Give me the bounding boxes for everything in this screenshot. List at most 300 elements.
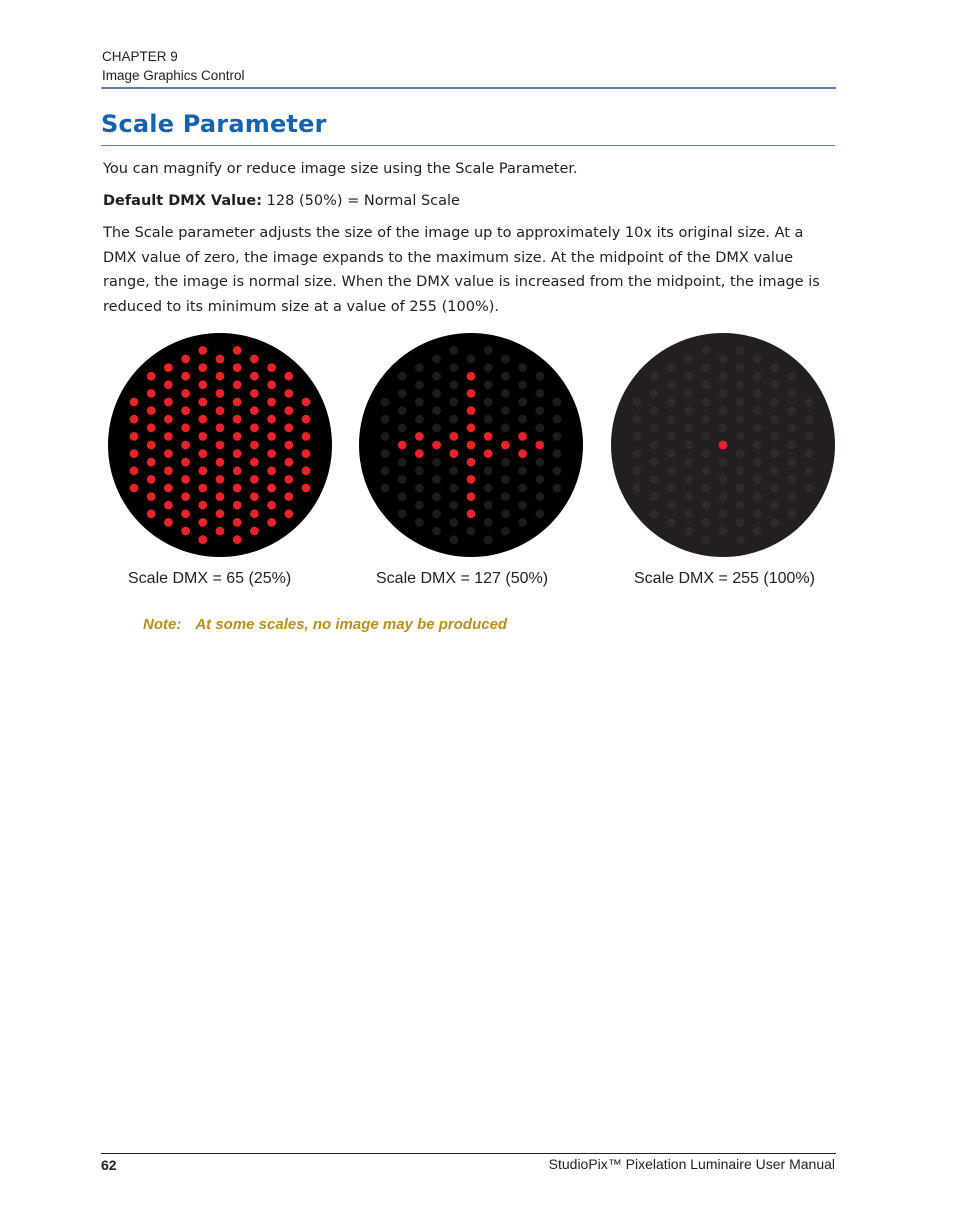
led-off <box>501 458 510 467</box>
led-off <box>518 363 527 372</box>
led-off <box>553 415 562 424</box>
led-off <box>736 484 745 493</box>
led-off <box>684 492 693 501</box>
led-on <box>181 492 190 501</box>
led-on <box>181 423 190 432</box>
led-off <box>501 527 510 536</box>
led-off <box>501 389 510 398</box>
led-on <box>147 423 156 432</box>
led-on <box>467 492 476 501</box>
led-off <box>805 432 814 441</box>
led-off <box>535 406 544 415</box>
led-off <box>787 423 796 432</box>
led-off <box>415 398 424 407</box>
led-on <box>284 441 293 450</box>
led-off <box>501 509 510 518</box>
led-off <box>553 432 562 441</box>
led-on <box>181 527 190 536</box>
led-on <box>181 372 190 381</box>
led-off <box>701 415 710 424</box>
led-off <box>701 449 710 458</box>
led-off <box>553 466 562 475</box>
led-on <box>233 398 242 407</box>
led-on <box>250 441 259 450</box>
caption-scale-50: Scale DMX = 127 (50%) <box>376 570 549 587</box>
led-off <box>719 509 728 518</box>
led-off <box>736 449 745 458</box>
led-on <box>233 415 242 424</box>
led-on <box>147 406 156 415</box>
title-divider <box>101 145 835 146</box>
led-off <box>535 492 544 501</box>
led-off <box>701 466 710 475</box>
led-on <box>302 415 311 424</box>
led-on <box>147 441 156 450</box>
led-on <box>216 372 225 381</box>
led-off <box>415 380 424 389</box>
led-on <box>147 475 156 484</box>
led-on <box>284 406 293 415</box>
led-on <box>181 389 190 398</box>
led-on <box>284 492 293 501</box>
led-off <box>770 449 779 458</box>
led-off <box>805 484 814 493</box>
led-on <box>467 509 476 518</box>
led-on <box>284 423 293 432</box>
led-off <box>381 449 390 458</box>
led-on <box>233 501 242 510</box>
led-off <box>719 527 728 536</box>
led-on <box>198 535 207 544</box>
led-off <box>736 346 745 355</box>
led-off <box>753 441 762 450</box>
led-on <box>267 518 276 527</box>
scale-100-image <box>608 330 838 560</box>
led-off <box>753 492 762 501</box>
default-label: Default DMX Value: <box>103 193 263 209</box>
led-on <box>233 432 242 441</box>
led-on <box>198 415 207 424</box>
led-off <box>484 415 493 424</box>
note-label: Note: <box>143 616 182 633</box>
led-off <box>449 535 458 544</box>
led-off <box>415 484 424 493</box>
led-on <box>181 441 190 450</box>
led-off <box>633 398 642 407</box>
led-on <box>302 484 311 493</box>
led-on <box>501 441 510 450</box>
led-off <box>701 432 710 441</box>
led-off <box>719 372 728 381</box>
led-on <box>216 458 225 467</box>
caption-scale-25: Scale DMX = 65 (25%) <box>128 570 292 587</box>
led-on <box>284 389 293 398</box>
led-on <box>164 466 173 475</box>
led-off <box>484 501 493 510</box>
led-on <box>449 449 458 458</box>
led-on <box>233 466 242 475</box>
led-off <box>484 518 493 527</box>
led-on <box>267 449 276 458</box>
note <box>143 616 507 633</box>
led-off <box>398 458 407 467</box>
led-on <box>250 509 259 518</box>
led-off <box>518 398 527 407</box>
led-on <box>467 372 476 381</box>
led-off <box>719 423 728 432</box>
led-off <box>553 398 562 407</box>
footer-divider <box>101 1153 836 1154</box>
led-off <box>449 346 458 355</box>
led-off <box>805 449 814 458</box>
led-off <box>449 518 458 527</box>
led-on <box>284 509 293 518</box>
led-on <box>267 380 276 389</box>
led-off <box>633 432 642 441</box>
led-on <box>484 449 493 458</box>
led-off <box>449 398 458 407</box>
led-off <box>719 389 728 398</box>
led-off <box>432 458 441 467</box>
led-off <box>398 423 407 432</box>
led-on <box>302 466 311 475</box>
led-off <box>719 406 728 415</box>
led-on <box>147 372 156 381</box>
led-off <box>650 441 659 450</box>
led-on <box>130 398 139 407</box>
led-on <box>164 415 173 424</box>
led-off <box>701 398 710 407</box>
led-on <box>267 363 276 372</box>
led-on <box>302 398 311 407</box>
led-on <box>233 380 242 389</box>
led-off <box>415 363 424 372</box>
chapter-title: Image Graphics Control <box>102 68 245 83</box>
led-on <box>302 449 311 458</box>
led-off <box>501 355 510 364</box>
led-on <box>216 509 225 518</box>
led-on <box>164 398 173 407</box>
led-off <box>736 518 745 527</box>
led-off <box>553 449 562 458</box>
led-off <box>381 398 390 407</box>
led-on <box>181 509 190 518</box>
led-off <box>518 484 527 493</box>
led-off <box>535 475 544 484</box>
led-off <box>736 535 745 544</box>
led-on <box>216 527 225 536</box>
led-off <box>381 415 390 424</box>
led-on <box>147 458 156 467</box>
led-off <box>719 475 728 484</box>
led-on <box>233 518 242 527</box>
led-on <box>267 466 276 475</box>
led-off <box>667 398 676 407</box>
led-off <box>770 518 779 527</box>
led-off <box>518 466 527 475</box>
led-on <box>198 363 207 372</box>
led-off <box>650 492 659 501</box>
default-value-line <box>103 189 835 214</box>
led-off <box>667 518 676 527</box>
led-on <box>216 492 225 501</box>
led-on <box>216 475 225 484</box>
led-off <box>535 372 544 381</box>
led-on <box>130 415 139 424</box>
led-off <box>753 458 762 467</box>
led-off <box>432 423 441 432</box>
led-off <box>484 484 493 493</box>
led-on <box>164 449 173 458</box>
led-off <box>432 509 441 518</box>
led-off <box>650 423 659 432</box>
led-off <box>753 355 762 364</box>
led-on <box>181 458 190 467</box>
led-off <box>701 380 710 389</box>
led-off <box>684 372 693 381</box>
led-off <box>701 518 710 527</box>
led-on <box>233 363 242 372</box>
led-off <box>770 501 779 510</box>
led-on <box>198 484 207 493</box>
led-off <box>398 406 407 415</box>
led-on <box>216 355 225 364</box>
led-off <box>467 527 476 536</box>
led-off <box>667 484 676 493</box>
led-off <box>398 492 407 501</box>
led-on <box>164 432 173 441</box>
led-off <box>518 415 527 424</box>
led-on <box>302 432 311 441</box>
led-off <box>667 363 676 372</box>
scale-50-image <box>356 330 586 560</box>
led-on <box>250 355 259 364</box>
led-off <box>415 466 424 475</box>
led-on <box>467 458 476 467</box>
led-on <box>198 466 207 475</box>
led-on <box>233 535 242 544</box>
led-off <box>753 475 762 484</box>
led-off <box>684 509 693 518</box>
led-off <box>787 441 796 450</box>
led-off <box>805 398 814 407</box>
led-on <box>164 518 173 527</box>
led-on <box>198 346 207 355</box>
led-off <box>770 484 779 493</box>
led-on <box>250 475 259 484</box>
led-on <box>267 398 276 407</box>
led-off <box>701 346 710 355</box>
led-on <box>198 449 207 458</box>
led-off <box>684 355 693 364</box>
led-off <box>753 406 762 415</box>
led-on <box>130 466 139 475</box>
led-on <box>130 432 139 441</box>
led-off <box>432 527 441 536</box>
led-off <box>633 449 642 458</box>
led-off <box>449 380 458 389</box>
led-off <box>467 355 476 364</box>
led-off <box>432 355 441 364</box>
led-off <box>449 363 458 372</box>
led-off <box>650 389 659 398</box>
led-off <box>415 415 424 424</box>
led-off <box>432 492 441 501</box>
header-divider <box>101 87 836 89</box>
led-off <box>753 423 762 432</box>
led-on <box>467 423 476 432</box>
led-on <box>216 389 225 398</box>
led-on <box>250 406 259 415</box>
led-off <box>415 518 424 527</box>
led-off <box>484 363 493 372</box>
led-off <box>633 466 642 475</box>
scale-25-image <box>105 330 335 560</box>
led-on <box>467 389 476 398</box>
footer-manual-title: StudioPix™ Pixelation Luminaire User Manual <box>548 1156 835 1172</box>
led-on <box>198 380 207 389</box>
led-off <box>684 406 693 415</box>
led-off <box>535 423 544 432</box>
led-off <box>518 380 527 389</box>
led-off <box>484 346 493 355</box>
led-off <box>736 380 745 389</box>
led-on <box>198 398 207 407</box>
led-off <box>736 501 745 510</box>
led-on <box>164 363 173 372</box>
led-on <box>181 475 190 484</box>
led-off <box>484 398 493 407</box>
led-off <box>535 509 544 518</box>
led-on <box>233 484 242 493</box>
led-off <box>667 501 676 510</box>
led-off <box>398 389 407 398</box>
led-off <box>553 484 562 493</box>
led-on <box>216 423 225 432</box>
led-off <box>650 509 659 518</box>
led-off <box>736 398 745 407</box>
chapter-label: CHAPTER 9 <box>102 49 178 64</box>
led-off <box>449 484 458 493</box>
led-on <box>233 449 242 458</box>
led-off <box>770 363 779 372</box>
led-off <box>398 475 407 484</box>
led-off <box>535 458 544 467</box>
led-on <box>518 432 527 441</box>
led-on <box>518 449 527 458</box>
led-off <box>770 466 779 475</box>
led-off <box>398 372 407 381</box>
led-off <box>684 389 693 398</box>
led-on <box>535 441 544 450</box>
led-on <box>250 527 259 536</box>
description-text: The Scale parameter adjusts the size of the image up to approximately 10x its original size. At a DMX value of zero, the image expands to the maximum size. At the midpoint of the DMX value range, the image is normal size. When the DMX value is increased from the midpoint, the image is reduced to its minimum size at a value of 255 (100%). <box>103 225 820 315</box>
led-on <box>198 432 207 441</box>
led-off <box>684 527 693 536</box>
led-off <box>701 363 710 372</box>
led-off <box>787 389 796 398</box>
led-off <box>787 492 796 501</box>
led-off <box>701 535 710 544</box>
led-off <box>701 484 710 493</box>
caption-scale-100: Scale DMX = 255 (100%) <box>634 570 815 587</box>
led-off <box>667 432 676 441</box>
led-on <box>198 518 207 527</box>
intro-text: You can magnify or reduce image size using the Scale Parameter. <box>103 161 578 177</box>
led-off <box>684 458 693 467</box>
led-off <box>787 475 796 484</box>
led-off <box>398 509 407 518</box>
led-off <box>501 423 510 432</box>
led-on <box>719 441 728 450</box>
led-off <box>667 380 676 389</box>
led-on <box>250 372 259 381</box>
led-on <box>130 484 139 493</box>
led-on <box>130 449 139 458</box>
led-off <box>787 509 796 518</box>
led-off <box>667 449 676 458</box>
led-off <box>449 501 458 510</box>
led-off <box>381 466 390 475</box>
default-value: 128 (50%) = Normal Scale <box>262 193 460 209</box>
led-off <box>684 423 693 432</box>
led-off <box>518 501 527 510</box>
led-on <box>415 432 424 441</box>
led-on <box>147 389 156 398</box>
led-off <box>684 475 693 484</box>
led-on <box>467 475 476 484</box>
led-off <box>770 432 779 441</box>
led-off <box>501 492 510 501</box>
led-off <box>381 484 390 493</box>
led-on <box>267 415 276 424</box>
led-off <box>381 432 390 441</box>
led-off <box>736 415 745 424</box>
led-off <box>449 415 458 424</box>
led-off <box>753 372 762 381</box>
led-off <box>650 372 659 381</box>
led-on <box>198 501 207 510</box>
led-on <box>398 441 407 450</box>
led-off <box>753 527 762 536</box>
led-off <box>432 372 441 381</box>
led-off <box>535 389 544 398</box>
led-off <box>633 415 642 424</box>
led-on <box>284 475 293 484</box>
led-off <box>787 406 796 415</box>
led-off <box>449 466 458 475</box>
led-on <box>216 441 225 450</box>
led-off <box>719 492 728 501</box>
led-off <box>736 363 745 372</box>
led-on <box>432 441 441 450</box>
page-number: 62 <box>101 1157 117 1173</box>
led-off <box>787 372 796 381</box>
led-on <box>250 389 259 398</box>
led-on <box>147 492 156 501</box>
section-title: Scale Parameter <box>101 110 327 138</box>
led-on <box>449 432 458 441</box>
led-on <box>484 432 493 441</box>
led-off <box>484 535 493 544</box>
led-on <box>284 458 293 467</box>
led-on <box>164 501 173 510</box>
led-off <box>667 466 676 475</box>
led-on <box>250 458 259 467</box>
led-off <box>432 389 441 398</box>
led-on <box>267 484 276 493</box>
led-off <box>753 509 762 518</box>
